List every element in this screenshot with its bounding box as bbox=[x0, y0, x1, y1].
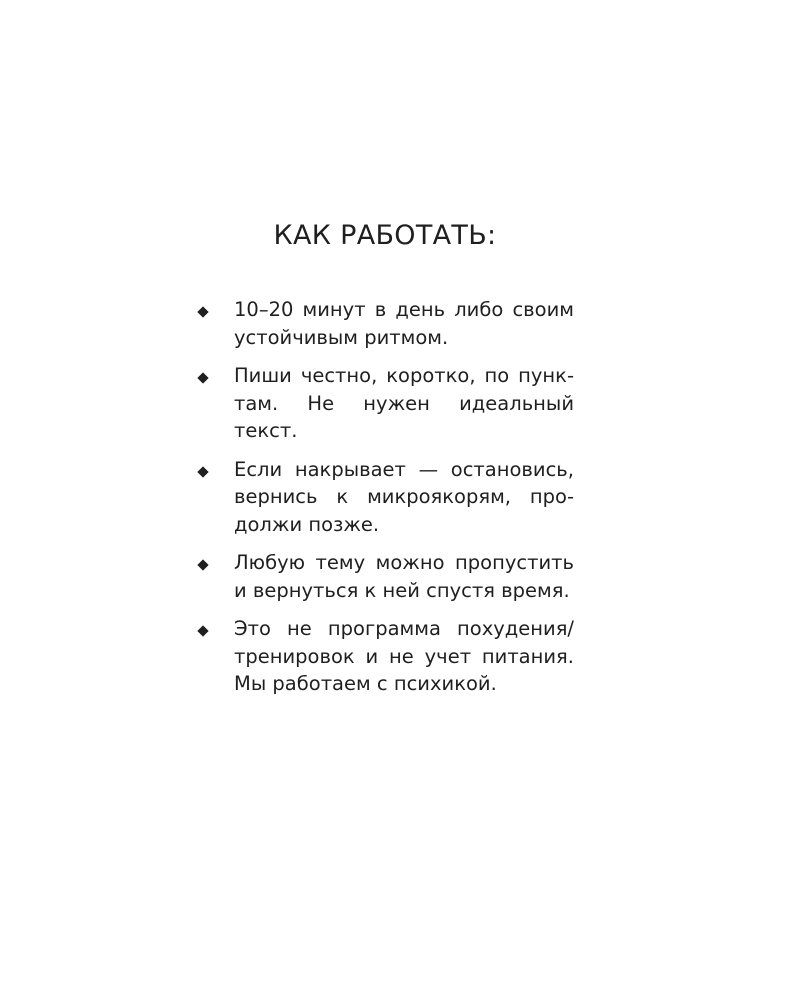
list-item bbox=[196, 456, 574, 539]
list-item-text: Пиши честно, коротко, по пунктам. Не нужен идеальный текст. bbox=[234, 364, 574, 442]
instructions-list bbox=[196, 296, 574, 709]
list-item bbox=[196, 296, 574, 351]
list-item bbox=[196, 362, 574, 445]
list-item bbox=[196, 549, 574, 604]
diamond-bullet-icon bbox=[197, 625, 208, 636]
list-item bbox=[196, 615, 574, 698]
list-item-text: Если накрывает — остановись, вернись к микроякорям, продолжи позже. bbox=[234, 457, 574, 536]
diamond-bullet-icon bbox=[197, 559, 208, 570]
diamond-bullet-icon bbox=[197, 306, 208, 317]
list-item-text: Это не программа похудения/ тренировок и не учет питания. Мы работаем с психикой. bbox=[234, 617, 574, 695]
page-title: КАК РАБОТАТЬ: bbox=[273, 220, 497, 251]
diamond-bullet-icon bbox=[197, 466, 208, 477]
list-item-text: Любую тему можно пропустить и вернуться к ней спустя время. bbox=[234, 551, 574, 602]
list-item-text: 10–20 минут в день либо своим устойчивым ритмом. bbox=[234, 298, 574, 349]
diamond-bullet-icon bbox=[197, 372, 208, 383]
